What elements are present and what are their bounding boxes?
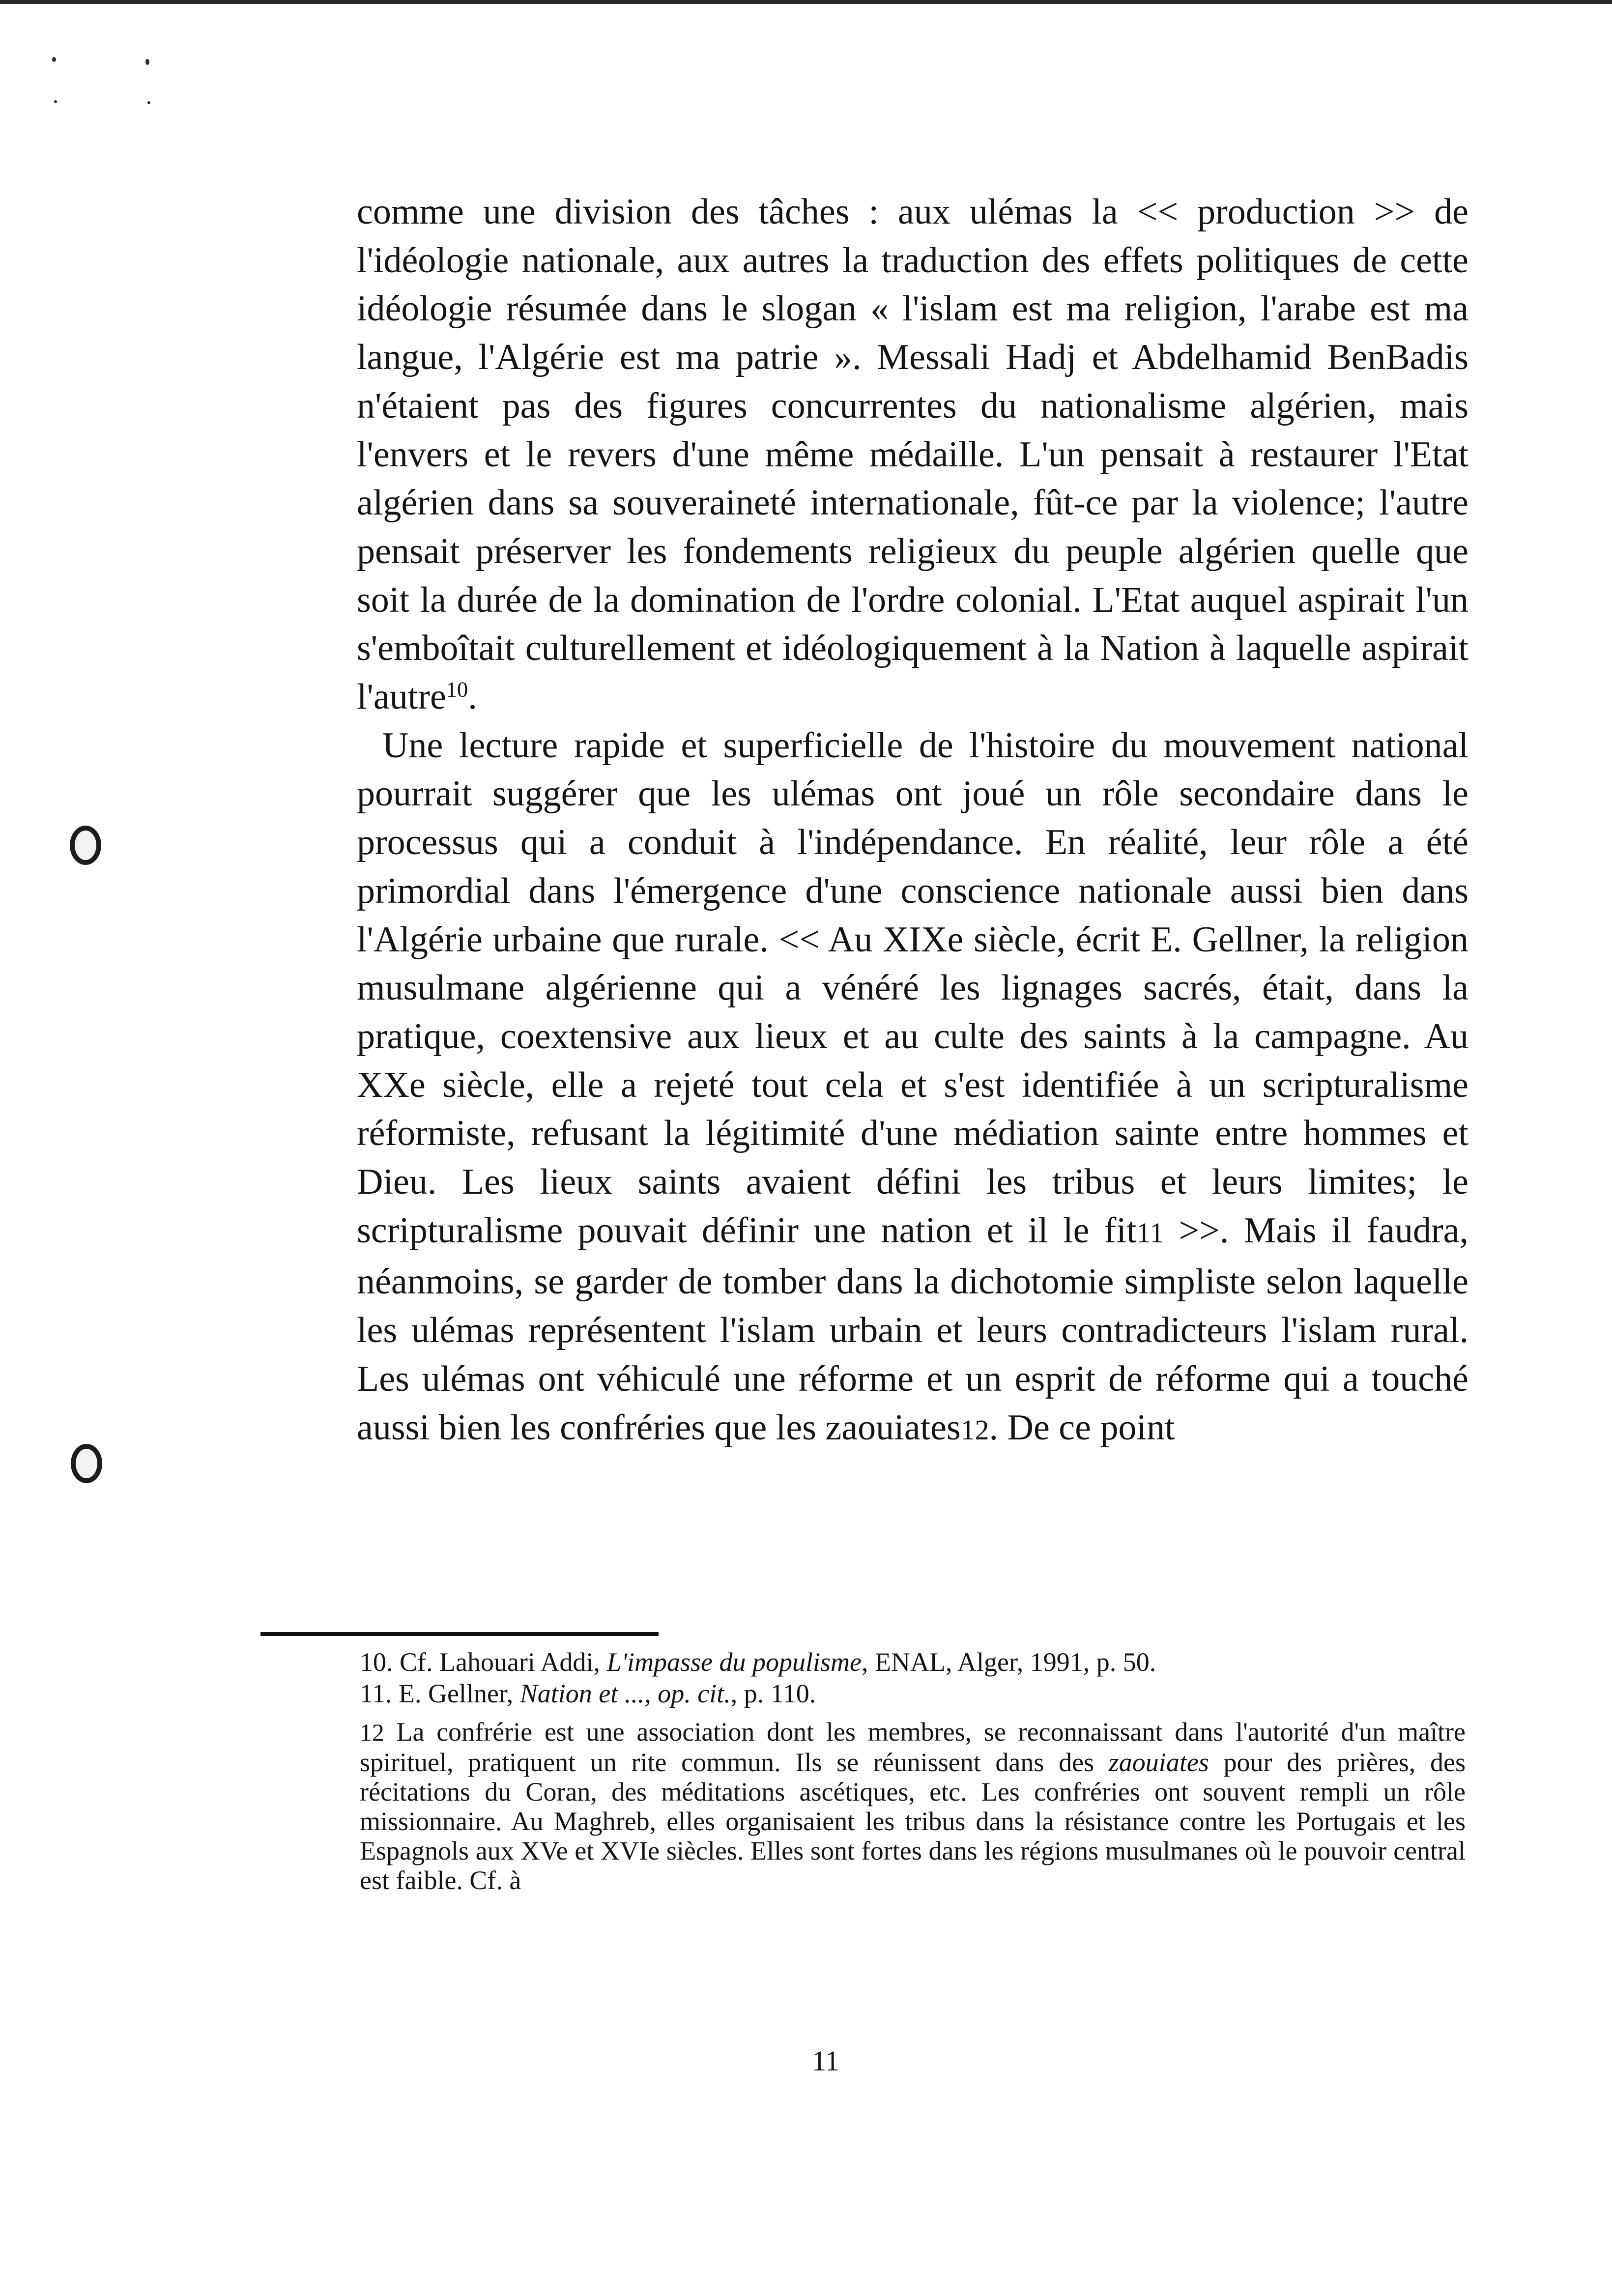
text-run: , p. 110.	[730, 1679, 816, 1708]
punch-hole-upper	[70, 826, 101, 865]
scan-top-edge	[0, 0, 1612, 4]
text-run: pour des prières, des récitations du Coran, des méditations ascétiques, etc. Les confréries ont souvent rempli un rôle missionnaire. Au Maghreb, elles organisaient les tribus dans la résistance contre les Portugais et les Espagnols aux XVe et XVIe siècles. Elles sont fortes dans les régions musulmanes où le pouvoir central est faible. Cf. à	[360, 1748, 1466, 1895]
footnotes	[360, 1646, 1466, 1895]
footnote-11	[360, 1678, 1466, 1709]
paragraph	[357, 721, 1468, 1455]
scan-speck	[54, 100, 57, 103]
text-run: 11. E. Gellner,	[360, 1679, 520, 1708]
footnote-12	[360, 1717, 1466, 1895]
scan-speck	[145, 59, 149, 65]
footnote-10	[360, 1646, 1466, 1678]
italic-text: Nation et ..., op. cit.	[519, 1679, 731, 1708]
text-run: comme une division des tâches : aux ulémas la << production >> de l'idéologie nationale, aux autres la traduction des effets politiques de cette idéologie résumée dans le slogan « l'islam est ma religion, l'arabe est ma langue, l'Algérie est ma patrie ». Messali Hadj et Abdelhamid BenBadis n'étaient pas des figures concurrentes du nationalisme algérien, mais l'envers et le revers d'une même médaille. L'un pensait à restaurer l'Etat algérien dans sa souveraineté internationale, fût-ce par la violence; l'autre pensait préserver les fondements religieux du peuple algérien quelle que soit la durée de la domination de l'ordre colonial. L'Etat auquel aspirait l'un s'emboîtait culturellement et idéologiquement à la Nation à laquelle aspirait l'autre	[357, 192, 1468, 718]
text-run: . De ce point	[989, 1407, 1175, 1448]
italic-text: L'impasse du populisme	[606, 1647, 862, 1677]
paragraph	[357, 188, 1468, 721]
text-run: 10. Cf. Lahouari Addi,	[360, 1647, 607, 1677]
footnote-separator	[260, 1632, 659, 1636]
text-run: La confrérie est une association dont les membres, se reconnaissant dans l'autorité d'un maître spirituel, pratiquent un rite commun. Ils se réunissent dans des	[360, 1717, 1466, 1777]
footnote-ref: 12	[960, 1414, 989, 1446]
footnote-ref: 10	[446, 677, 468, 702]
footnote-number: 12	[360, 1719, 384, 1746]
main-text	[357, 188, 1468, 1455]
text-run: Une lecture rapide et superficielle de l'histoire du mouvement national pourrait suggérer que les ulémas ont joué un rôle secondaire dans le processus qui a conduit à l'indépendance. En réalité, leur rôle a été primordial dans l'émergence d'une conscience nationale aussi bien dans l'Algérie urbaine que rurale. << Au XIXe siècle, écrit E. Gellner, la religion musulmane algérienne qui a vénéré les lignages sacrés, était, dans la pratique, coextensive aux lieux et au culte des saints à la campagne. Au XXe siècle, elle a rejeté tout cela et s'est identifiée à un scripturalisme réformiste, refusant la légitimité d'une médiation sainte entre hommes et Dieu. Les lieux saints avaient défini les tribus et leurs limites; le scripturalisme pouvait définir une nation et il le fit	[357, 725, 1468, 1251]
text-run: >>. Mais il faudra, néanmoins, se garder de tomber dans la dichotomie simpliste selon laquelle les ulémas représentent l'islam urbain et leurs contradicteurs l'islam rural. Les ulémas ont véhiculé une réforme et un esprit de réforme qui a touché aussi bien les confréries que les zaouiates	[357, 1210, 1468, 1448]
text-run: , ENAL, Alger, 1991, p. 50.	[862, 1647, 1156, 1677]
italic-text: zaouiates	[1108, 1748, 1209, 1777]
text-run: .	[468, 677, 477, 718]
punch-hole-lower	[71, 1444, 102, 1483]
footnote-ref: 11	[1136, 1217, 1164, 1249]
page-number: 11	[812, 2045, 839, 2077]
scan-speck	[147, 101, 150, 104]
scan-speck	[52, 57, 56, 62]
